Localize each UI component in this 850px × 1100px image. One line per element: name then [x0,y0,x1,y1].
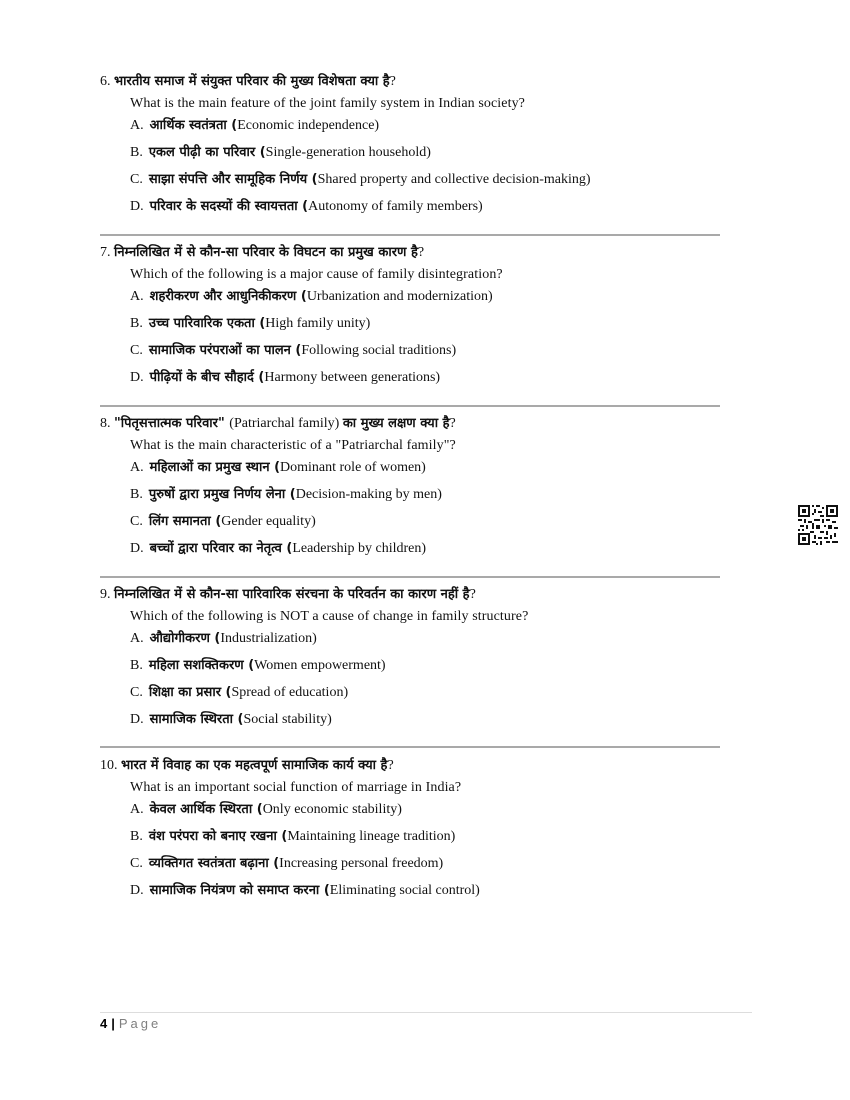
option-letter: B. [130,658,143,673]
option-letter: D. [130,712,144,727]
question-hindi-text: भारत में विवाह का एक महत्वपूर्ण सामाजिक कार्य क्या है [121,758,388,773]
option-letter: D. [130,883,144,898]
section-divider [100,234,720,236]
option-hindi: सामाजिक परंपराओं का पालन ( [148,343,302,358]
option-b [130,144,720,171]
question-10 [100,757,720,909]
question-hindi-text: निम्नलिखित में से कौन-सा पारिवारिक संरचना के परिवर्तन का कारण नहीं है [114,587,470,602]
question-mark: ? [417,245,425,260]
option-hindi: परिवार के सदस्यों की स्वायत्तता ( [149,199,309,214]
option-letter: A. [130,802,144,817]
option-english: Harmony between generations) [264,370,441,385]
option-d [130,882,720,909]
option-letter: C. [130,172,143,187]
option-english: Gender equality) [221,514,316,529]
question-english-text: Which of the following is a major cause of family disintegration? [130,267,503,282]
question-6-title [100,73,720,91]
question-number: 6. [100,74,111,89]
question-mark: ? [449,416,456,431]
option-d [130,369,720,396]
question-number: 7. [100,245,111,260]
question-english-text: What is the main feature of the joint family system in Indian society? [130,96,526,111]
option-hindi: औद्योगीकरण ( [149,631,221,646]
option-b [130,828,720,855]
option-letter: B. [130,829,143,844]
option-c [130,855,720,882]
section-divider [100,746,720,748]
option-c [130,171,720,198]
option-letter: D. [130,199,144,214]
option-hindi: केवल आर्थिक स्थिरता ( [149,802,263,817]
question-hindi-text: भारतीय समाज में संयुक्त परिवार की मुख्य विशेषता क्या है [114,74,390,89]
question-hindi-prefix: "पितृसत्तात्मक परिवार" [114,416,230,431]
option-english: Autonomy of family members) [308,199,483,214]
options-list [130,801,720,909]
option-english: Single-generation household) [265,145,431,160]
option-english: Maintaining lineage tradition) [287,829,456,844]
question-english-text: What is an important social function of marriage in India? [130,780,462,795]
option-b [130,486,720,513]
option-english: Dominant role of women) [280,460,426,475]
page-footer [100,1016,161,1031]
option-a [130,630,720,657]
question-hindi-text: का मुख्य लक्षण क्या है [342,416,450,431]
option-english: Women empowerment) [254,658,386,673]
option-letter: C. [130,514,143,529]
page-number: 4 [100,1016,108,1031]
options-list [130,630,720,738]
option-letter: D. [130,541,144,556]
question-6 [100,73,720,225]
option-hindi: लिंग समानता ( [148,514,222,529]
option-english: Following social traditions) [301,343,457,358]
option-c [130,684,720,711]
question-9-title [100,586,720,604]
option-english: Increasing personal freedom) [279,856,444,871]
option-d [130,711,720,738]
option-english: High family unity) [265,316,371,331]
option-b [130,315,720,342]
option-letter: A. [130,118,144,133]
footer-divider [100,1012,752,1013]
option-letter: B. [130,487,143,502]
option-letter: A. [130,289,144,304]
option-english: Only economic stability) [262,802,402,817]
option-english: Urbanization and modernization) [306,289,493,304]
option-english: Leadership by children) [292,541,427,556]
option-english: Spread of education) [231,685,349,700]
question-10-title [100,757,720,775]
options-list [130,117,720,225]
option-letter: A. [130,631,144,646]
option-english: Economic independence) [237,118,380,133]
option-letter: C. [130,685,143,700]
option-hindi: शिक्षा का प्रसार ( [148,685,232,700]
question-9 [100,586,720,738]
question-english-text: Which of the following is NOT a cause of change in family structure? [130,609,529,624]
option-d [130,540,720,567]
option-hindi: पीढ़ियों के बीच सौहार्द ( [149,370,265,385]
option-hindi: महिला सशक्तिकरण ( [148,658,255,673]
question-number: 8. [100,416,111,431]
option-a [130,288,720,315]
option-c [130,513,720,540]
option-hindi: आर्थिक स्वतंत्रता ( [149,118,238,133]
option-hindi: बच्चों द्वारा परिवार का नेतृत्व ( [149,541,293,556]
option-hindi: सामाजिक नियंत्रण को समाप्त करना ( [149,883,330,898]
option-c [130,342,720,369]
qr-code-icon [798,505,838,545]
option-letter: C. [130,343,143,358]
option-a [130,801,720,828]
question-mark: ? [469,587,476,602]
option-letter: B. [130,145,143,160]
option-b [130,657,720,684]
question-mark: ? [389,74,396,89]
question-hindi-text: निम्नलिखित में से कौन-सा परिवार के विघटन का प्रमुख कारण है [114,245,418,260]
option-letter: C. [130,856,143,871]
option-hindi: व्यक्तिगत स्वतंत्रता बढ़ाना ( [148,856,280,871]
footer-separator: | [111,1016,115,1031]
option-hindi: महिलाओं का प्रमुख स्थान ( [149,460,281,475]
option-english: Social stability) [243,712,332,727]
option-a [130,117,720,144]
options-list [130,288,720,396]
question-8-title [100,415,720,433]
question-english-text: What is the main characteristic of a "Patriarchal family"? [130,438,456,453]
options-list [130,459,720,567]
option-hindi: वंश परंपरा को बनाए रखना ( [148,829,288,844]
question-8 [100,415,720,567]
option-hindi: पुरुषों द्वारा प्रमुख निर्णय लेना ( [148,487,296,502]
option-hindi: सामाजिक स्थिरता ( [149,712,244,727]
option-letter: A. [130,460,144,475]
option-letter: D. [130,370,144,385]
question-mark: ? [387,758,394,773]
option-d [130,198,720,225]
page-label: Page [118,1016,162,1031]
option-a [130,459,720,486]
option-hindi: एकल पीढ़ी का परिवार ( [148,145,266,160]
option-english: Eliminating social control) [329,883,480,898]
option-english: Decision-making by men) [295,487,442,502]
question-english-inline: (Patriarchal family) [229,416,343,431]
question-7-title [100,244,720,262]
question-7 [100,244,720,396]
option-hindi: शहरीकरण और आधुनिकीकरण ( [149,289,307,304]
question-number: 10. [100,758,118,773]
option-english: Industrialization) [220,631,317,646]
option-english: Shared property and collective decision-making) [317,172,591,187]
section-divider [100,405,720,407]
option-hindi: उच्च पारिवारिक एकता ( [148,316,266,331]
section-divider [100,576,720,578]
option-letter: B. [130,316,143,331]
option-hindi: साझा संपत्ति और सामूहिक निर्णय ( [148,172,318,187]
question-number: 9. [100,587,111,602]
